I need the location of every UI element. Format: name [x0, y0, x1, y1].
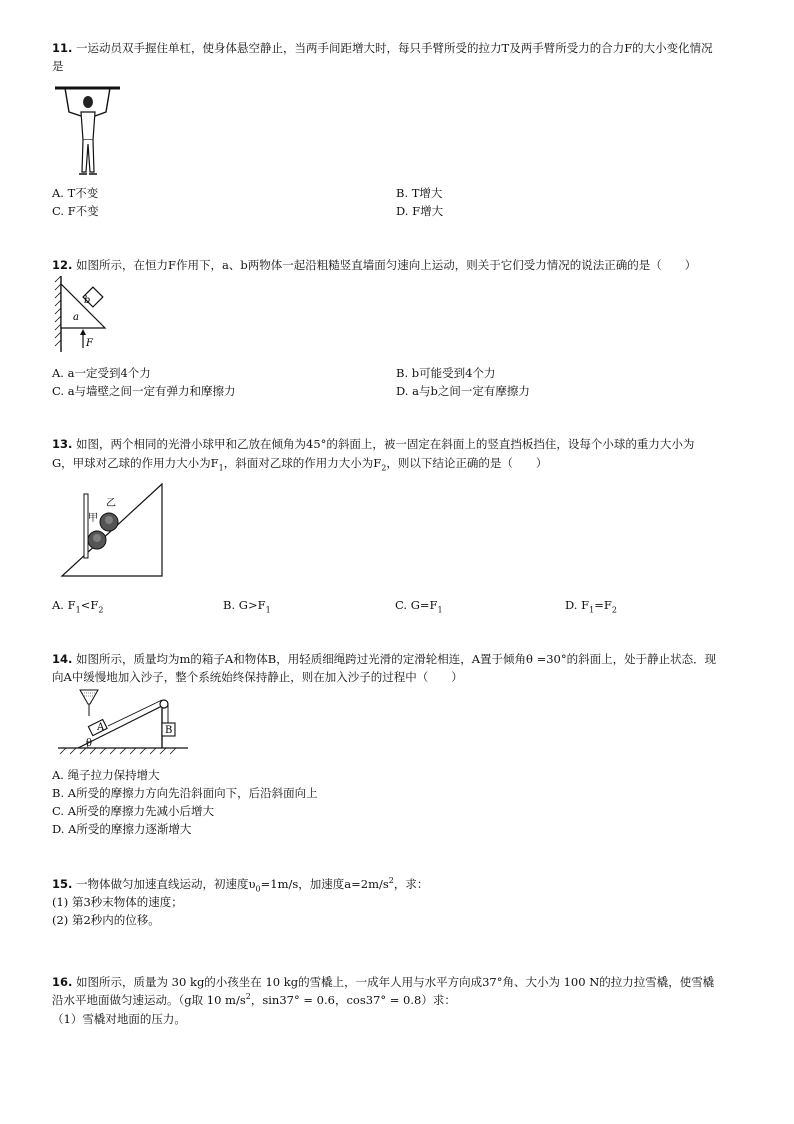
label-yi: 乙: [106, 498, 116, 509]
question-number: 15.: [52, 877, 73, 891]
question-number: 11.: [52, 41, 73, 55]
gymnast-on-bar-figure: [55, 82, 125, 177]
option-d: D. F增大: [396, 204, 444, 218]
question-text-cont: 向A中缓慢地加入沙子，整个系统始终保持静止，则在加入沙子的过程中（ ）: [52, 670, 463, 684]
label-a: a: [73, 312, 79, 323]
question-text-cont: 是: [52, 59, 64, 73]
sub-question-1: (1) 第3秒末物体的速度；: [52, 895, 183, 909]
question-text: 如图所示，在恒力F作用下，a、b两物体一起沿粗糙竖直墙面匀速向上运动，则关于它们受力情况的说法正确的是（ ）: [76, 258, 697, 272]
label-b: b: [84, 295, 91, 306]
option-d: D. a与b之间一定有摩擦力: [396, 384, 530, 398]
option-c: C. $G=F_1$: [395, 598, 443, 615]
label-block-b: B: [165, 725, 173, 736]
wedge-on-wall-figure: [55, 276, 125, 352]
question-text: 如图，两个相同的光滑小球甲和乙放在倾角为45°的斜面上，被一固定在斜面上的竖直挡板挡住，设每个小球的重力大小为: [76, 437, 695, 451]
option-d: D. $F_1=F_2$: [565, 598, 617, 615]
question-text: 一运动员双手握住单杠，使身体悬空静止，当两手间距增大时，每只手臂所受的拉力T及两手臂所受力的合力F的大小变化情况: [76, 41, 713, 55]
incline-balls-figure: [62, 484, 164, 578]
sub-question-1: （1）雪橇对地面的压力。: [52, 1012, 186, 1026]
option-c: C. a与墙壁之间一定有弹力和摩擦力: [52, 384, 236, 398]
label-box-a: A: [97, 722, 105, 733]
option-b: B. $G>F_1$: [223, 598, 271, 615]
option-a: A. a一定受到4个力: [52, 366, 151, 380]
question-text: 如图所示，质量均为m的箱子A和物体B，用轻质细绳跨过光滑的定滑轮相连，A置于倾角θ =30°的斜面上，处于静止状态．现: [76, 652, 717, 666]
question-number: 12.: [52, 258, 73, 272]
question-text: 如图所示，质量为 30 kg的小孩坐在 10 kg的雪橇上，一成年人用与水平方向成37°角、大小为 100 N的拉力拉雪橇，使雪橇: [76, 975, 715, 989]
label-f: F: [86, 338, 93, 349]
label-jia: 甲: [88, 513, 98, 524]
option-b: B. T增大: [396, 186, 443, 200]
option-c: C. F不变: [52, 204, 99, 218]
option-b: B. b可能受到4个力: [396, 366, 496, 380]
label-theta: θ: [86, 738, 93, 749]
question-number: 14.: [52, 652, 73, 666]
question-text-cont: 沿水平地面做匀速运动。（g取 10 $m/s^2$，sin37° = 0.6，cos37° = 0.8）求：: [52, 992, 456, 1007]
option-a: A. 绳子拉力保持增大: [52, 768, 160, 782]
option-b: B. A所受的摩擦力方向先沿斜面向下，后沿斜面向上: [52, 786, 318, 800]
option-a: A. $F_1<F_2$: [52, 598, 104, 615]
pulley-incline-figure: [58, 688, 194, 754]
option-d: D. A所受的摩擦力逐渐增大: [52, 822, 192, 836]
question-number: 13.: [52, 437, 73, 451]
question-number: 16.: [52, 975, 73, 989]
question-text-cont: G，甲球对乙球的作用力大小为$F_1$，斜面对乙球的作用力大小为$F_2$，则以下结论正确的是（ ）: [52, 456, 548, 473]
sub-question-2: (2) 第2秒内的位移。: [52, 913, 160, 927]
option-c: C. A所受的摩擦力先减小后增大: [52, 804, 215, 818]
option-a: A. T不变: [52, 186, 99, 200]
question-text: 一物体做匀加速直线运动，初速度$\upsilon_0=1m/s$，加速度$a=2m/s^2$，求：: [76, 876, 429, 894]
